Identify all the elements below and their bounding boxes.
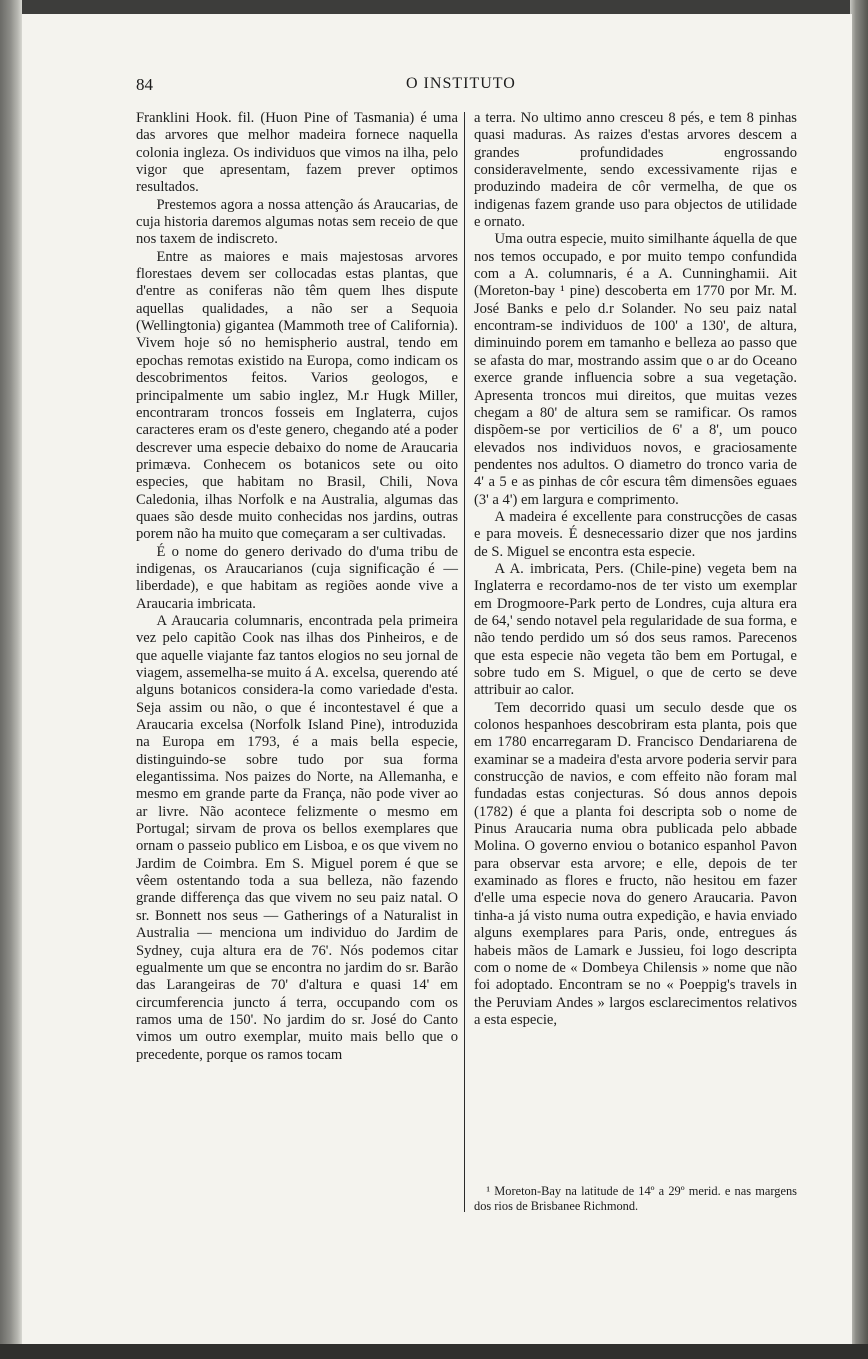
scan-top-edge [0, 0, 868, 14]
scan-binding-shadow [0, 0, 22, 1359]
scan-right-edge [850, 0, 868, 1359]
paragraph: A A. imbricata, Pers. (Chile-pine) vegeta bem na Inglaterra e recordamo-nos de ter visto um exemplar em Drogmoore-Park perto de Londres, cuja altura era de 64,' sendo notavel pela regularidade de sua forma, e não tendo perdido um só dos seus ramos. Parecenos que esta especie não vegeta tão bem em Portugal, e sobre tudo em S. Miguel, o que de certo se deve attribuir ao calor. [474, 560, 797, 699]
paragraph: Entre as maiores e mais majestosas arvores florestaes devem ser collocadas estas plantas, que d'entre as coniferas não têm quem lhes dispute aquellas qualidades, a não ser a Sequoia (Wellingtonia) gigantea (Mammoth tree of California). Vivem hoje só no hemispherio austral, tendo em epochas remotas existido na Europa, como indicam os descobrimentos feitos. Varios geologos, e principalmente um sabio inglez, M.r Hugk Miller, encontraram troncos fosseis em Inglaterra, cujos caracteres eram os d'este genero, chegando até a poder descrever uma especie debaixo do nome de Araucaria primæva. Conhecem os botanicos sete ou oito especies, que habitam no Brasil, Chili, Nova Caledonia, ilhas Norfolk e na Australia, algumas das quaes são desde muito conhecidas nos jardins, outras porem não ha muito que começaram a ser cultivadas. [136, 248, 458, 543]
running-title: O INSTITUTO [406, 75, 516, 92]
footnote [474, 1184, 797, 1214]
paragraph: Prestemos agora a nossa attenção ás Araucarias, de cuja historia daremos algumas notas sem receio de que nos taxem de indiscreto. [136, 196, 458, 248]
right-column [474, 110, 797, 1029]
paragraph: A Araucaria columnaris, encontrada pela primeira vez pelo capitão Cook nas ilhas dos Pinheiros, e de que aquelle viajante faz tantos elogios no seu jornal de viagem, assemelha-se muito á A. excelsa, querendo até alguns botanicos considera-la como variedade d'esta. Seja assim ou não, o que é incontestavel é que a Araucaria excelsa (Norfolk Island Pine), introduzida na Europa em 1793, é a mais bella especie, distinguindo-se sobre tudo por sua forma elegantissima. Nos paizes do Norte, na Allemanha, e mesmo em grande parte da França, não pode viver ao ar livre. Não acontece felizmente o mesmo em Portugal; sirvam de prova os bellos exemplares que ornam o passeio publico em Lisboa, e os que vivem no Jardim de Coimbra. Em S. Miguel porem é que se vêem ostentando toda a sua belleza, não fazendo grande differença das que vivem no seu paiz natal. O sr. Bonnett nos seus — Gatherings of a Naturalist in Australia — menciona um individuo do Jardim de Sydney, cuja altura era de 76'. Nós podemos citar egualmente um que se encontra no jardim do sr. Barão das Larangeiras de 70' d'altura e quasi 14' em circumferencia juncto á terra, occupando com os ramos uma de 150'. No jardim do sr. José do Canto vimos um outro exemplar, muito mais bello que o precedente, porque os ramos tocam [136, 612, 458, 1063]
footnote-text: ¹ Moreton-Bay na latitude de 14º a 29º merid. e nas margens dos rios de Brisbanee Richmond. [474, 1184, 797, 1213]
paragraph: A madeira é excellente para construcções de casas e para moveis. É desnecessario dizer que nos jardins de S. Miguel se encontra esta especie. [474, 508, 797, 560]
paragraph: Uma outra especie, muito similhante áquella de que nos temos occupado, e por muito tempo confundida com a A. columnaris, é a A. Cunninghamii. Ait (Moreton-bay ¹ pine) descoberta em 1770 por Mr. M. José Banks e pelo d.r Solander. No seu paiz natal encontram-se individuos de 100' a 130', de altura, diminuindo porem em tamanho e belleza ao passo que se afasta do mar, mostrando assim que o ar do Oceano exerce grande influencia sobre a sua vegetação. Apresenta troncos mui direitos, que muitas vezes chegam a 80' de altura sem se ramificar. Os ramos dispõem-se por verticilios de 6' a 8', um pouco elevados nos individuos novos, e graciosamente pendentes nos adultos. O diametro do tronco varia de 4' a 5 e as pinhas de côr escura têm dimensões eguaes (3' a 4') em largura e comprimento. [474, 231, 797, 508]
scan-bottom-edge [0, 1344, 868, 1359]
left-column [136, 110, 458, 1064]
paragraph: Franklini Hook. fil. (Huon Pine of Tasmania) é uma das arvores que melhor madeira fornece naquella colonia ingleza. Os individuos que vimos na ilha, pelo vigor que apresentam, fazem prever optimos resultados. [136, 110, 458, 196]
paragraph: Tem decorrido quasi um seculo desde que os colonos hespanhoes descobriram esta planta, pois que em 1780 encarregaram D. Francisco Dendariarena de examinar se a madeira d'esta arvore poderia servir para construcção de navios, e com effeito não foram mal fundadas estas conjecturas. Só dous annos depois (1782) é que a planta foi descripta sob o nome de Pinus Araucaria numa obra publicada pelo abbade Molina. O governo enviou o botanico espanhol Pavon para observar esta arvore; e elle, depois de ter examinado as flores e fructo, não hesitou em fazer d'elle uma especie nova do genero Araucaria. Pavon tinha-a já visto numa outra expedição, e havia enviado alguns exemplares para Paris, onde, entregues ás habeis mãos de Lamark e Jussieu, foi logo descripta com o nome de « Dombeya Chilensis » nome que não foi adoptado. Encontram se no « Poeppig's travels in the Peruviam Andes » largos esclarecimentos relativos a esta especie, [474, 699, 797, 1028]
column-rule [464, 112, 465, 1212]
paragraph: a terra. No ultimo anno cresceu 8 pés, e tem 8 pinhas quasi maduras. As raizes d'estas arvores descem a grandes profundidades engrossando consideravelmente, sendo excessivamente rijas e produzindo madeira de côr vermelha, de que os indigenas fazem grande uso para objectos de utilidade e ornato. [474, 110, 797, 231]
page-number: 84 [136, 75, 153, 94]
paragraph: É o nome do genero derivado do d'uma tribu de indigenas, os Araucarianos (cuja significação é — liberdade), e que habitam as regiões aonde vive a Araucaria imbricata. [136, 543, 458, 612]
